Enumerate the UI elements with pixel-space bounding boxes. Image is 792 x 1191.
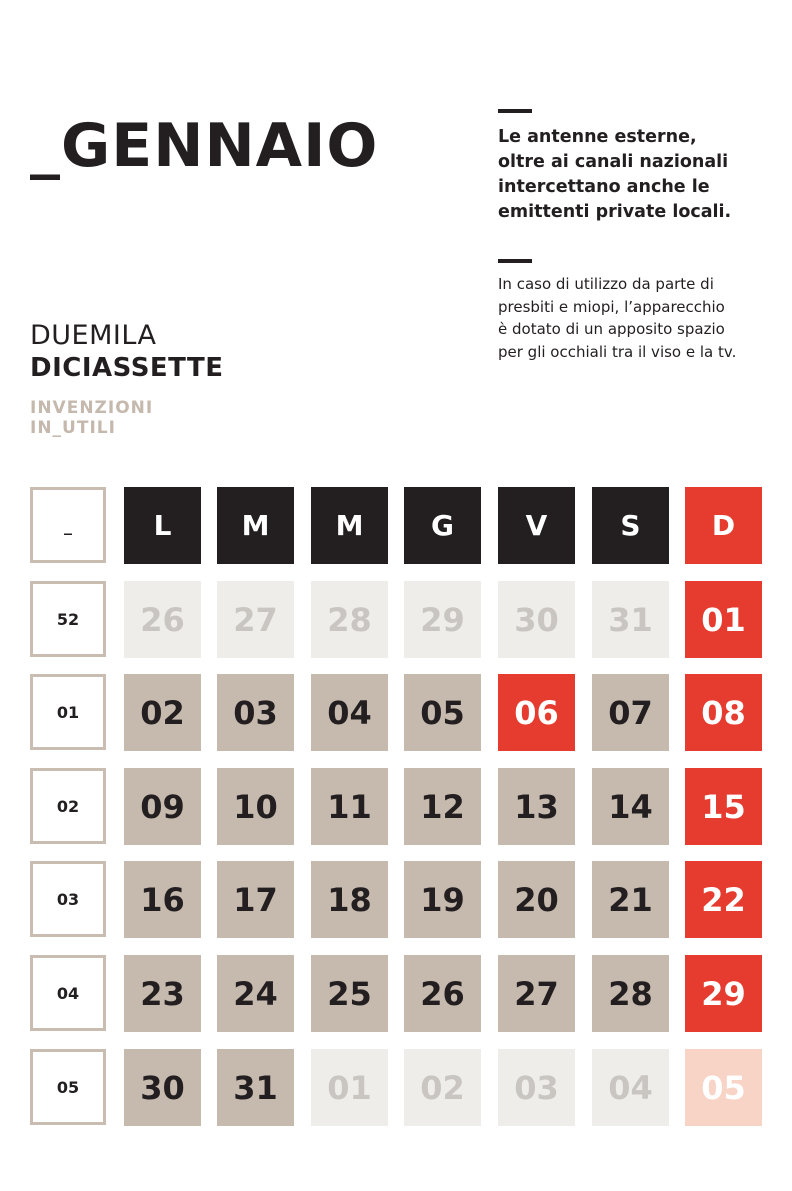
divider-rule	[498, 259, 532, 263]
day-cell: 07	[592, 674, 669, 751]
day-cell: 09	[124, 768, 201, 845]
day-cell: 08	[685, 674, 762, 751]
day-cell: 16	[124, 861, 201, 938]
weekday-header: L	[124, 487, 201, 564]
week-number: 05	[30, 1049, 106, 1125]
week-number: 04	[30, 955, 106, 1031]
week-number: 01	[30, 674, 106, 750]
day-cell: 04	[311, 674, 388, 751]
series-tag-line: IN_UTILI	[30, 418, 116, 438]
day-cell: 05	[404, 674, 481, 751]
series-tag	[30, 398, 153, 438]
day-cell: 19	[404, 861, 481, 938]
day-cell: 02	[124, 674, 201, 751]
day-cell: 20	[498, 861, 575, 938]
week-number: 02	[30, 768, 106, 844]
day-cell: 11	[311, 768, 388, 845]
week-number: 03	[30, 861, 106, 937]
weekday-header: V	[498, 487, 575, 564]
corner-cell: _	[30, 487, 106, 563]
weekday-header: D	[685, 487, 762, 564]
day-cell: 01	[685, 581, 762, 658]
body-line: per gli occhiali tra il viso e la tv.	[498, 342, 737, 361]
day-cell: 01	[311, 1049, 388, 1126]
series-tag-line: INVENZIONI	[30, 398, 154, 418]
day-cell: 30	[124, 1049, 201, 1126]
lead-line: oltre ai canali nazionali	[498, 152, 729, 172]
year-label-bottom: DICIASSETTE	[30, 353, 224, 383]
lead-line: emittenti private locali.	[498, 202, 732, 222]
body-line: è dotato di un apposito spazio	[498, 320, 725, 338]
day-cell: 02	[404, 1049, 481, 1126]
day-cell: 15	[685, 768, 762, 845]
day-cell: 29	[404, 581, 481, 658]
weekday-header: M	[311, 487, 388, 564]
day-cell: 13	[498, 768, 575, 845]
day-cell: 03	[217, 674, 294, 751]
day-cell: 06	[498, 674, 575, 751]
day-cell: 25	[311, 955, 388, 1032]
day-cell: 10	[217, 768, 294, 845]
day-cell: 05	[685, 1049, 762, 1126]
day-cell: 24	[217, 955, 294, 1032]
month-title: _GENNAIO	[30, 111, 379, 181]
day-cell: 21	[592, 861, 669, 938]
divider-rule	[498, 109, 532, 113]
day-cell: 12	[404, 768, 481, 845]
weekday-header: M	[217, 487, 294, 564]
lead-paragraph	[498, 125, 778, 225]
day-cell: 31	[592, 581, 669, 658]
day-cell: 28	[311, 581, 388, 658]
day-cell: 22	[685, 861, 762, 938]
weekday-header: G	[404, 487, 481, 564]
weekday-header: S	[592, 487, 669, 564]
year-label-top: DUEMILA	[30, 320, 157, 351]
lead-line: intercettano anche le	[498, 177, 710, 197]
body-line: In caso di utilizzo da parte di	[498, 275, 714, 293]
body-paragraph	[498, 273, 778, 363]
day-cell: 04	[592, 1049, 669, 1126]
day-cell: 28	[592, 955, 669, 1032]
week-number: 52	[30, 581, 106, 657]
day-cell: 29	[685, 955, 762, 1032]
day-cell: 26	[124, 581, 201, 658]
day-cell: 31	[217, 1049, 294, 1126]
day-cell: 23	[124, 955, 201, 1032]
day-cell: 18	[311, 861, 388, 938]
day-cell: 30	[498, 581, 575, 658]
day-cell: 27	[217, 581, 294, 658]
lead-line: Le antenne esterne,	[498, 127, 697, 147]
day-cell: 03	[498, 1049, 575, 1126]
day-cell: 17	[217, 861, 294, 938]
day-cell: 26	[404, 955, 481, 1032]
body-line: presbiti e miopi, l’apparecchio	[498, 297, 725, 316]
day-cell: 27	[498, 955, 575, 1032]
day-cell: 14	[592, 768, 669, 845]
